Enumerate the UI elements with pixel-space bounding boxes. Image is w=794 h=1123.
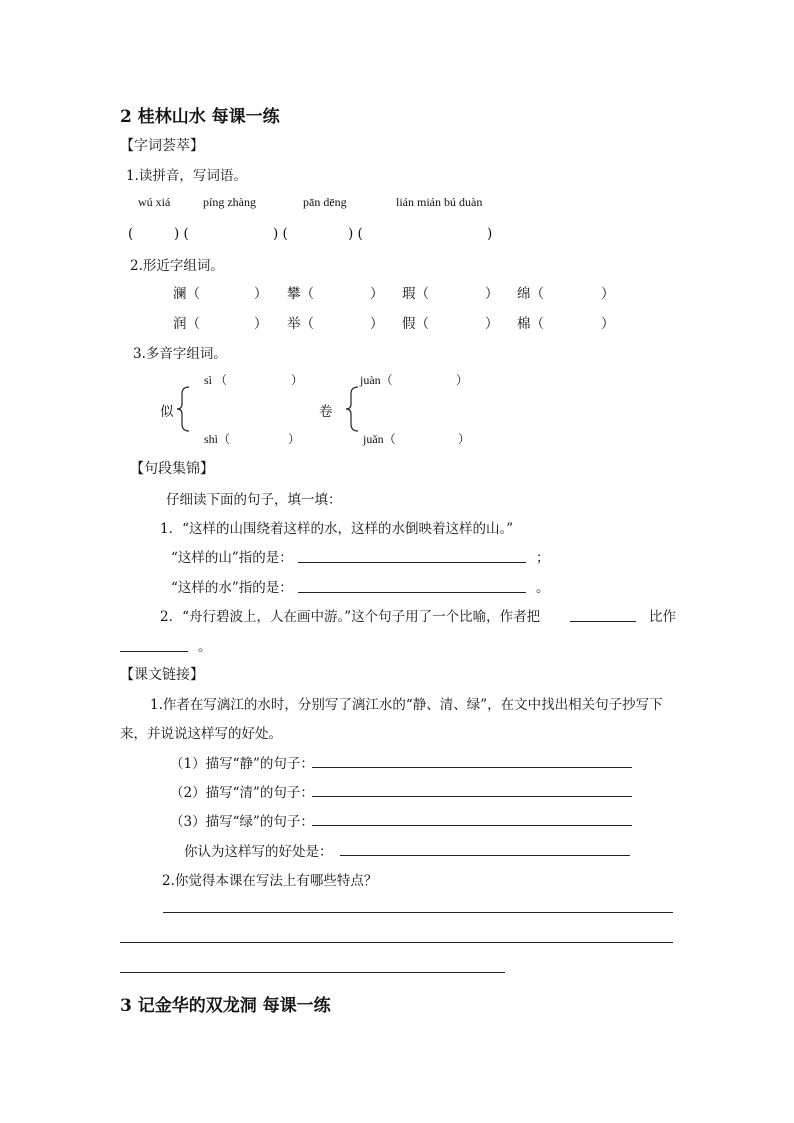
poly-reading: shì（: [204, 432, 231, 446]
char-group: 棉（: [517, 316, 544, 332]
poly-reading: juǎn（: [363, 432, 396, 446]
lesson-title: 3 记金华的双龙洞 每课一练: [120, 996, 331, 1016]
instruction: 仔细读下面的句子，填一填：: [166, 492, 342, 508]
answer-paren: ): [487, 226, 493, 242]
answer-paren: ) (: [174, 226, 189, 242]
char-group: ）: [370, 316, 384, 332]
fill-label: （3）描写“绿”的句子：: [170, 814, 314, 830]
char-group: 举（: [287, 316, 314, 332]
pinyin-4: lián mián bú duàn: [396, 195, 483, 209]
question-2: 2.形近字组词。: [130, 258, 224, 274]
question-k1: 1.作者在写漓江的水时，分别写了漓江水的“静、清、绿”，在文中找出相关句子抄写下: [150, 697, 663, 713]
punct: 。: [198, 639, 212, 655]
question-1: 1.读拼音，写词语。: [126, 168, 247, 184]
poly-close: ）: [458, 432, 471, 446]
char-group: ）: [485, 286, 499, 302]
pinyin-1: wú xiá: [138, 195, 171, 209]
answer-line[interactable]: [340, 855, 630, 856]
poly-reading: juàn（: [360, 373, 393, 387]
sentence-2-part: 比作: [649, 609, 676, 625]
char-group: ）: [254, 316, 268, 332]
answer-line[interactable]: [298, 562, 526, 563]
question-3: 3.多音字组词。: [133, 346, 227, 362]
left-brace-icon: [176, 386, 192, 432]
pinyin-2: píng zhàng: [203, 195, 256, 209]
answer-paren: ) (: [348, 226, 363, 242]
fill-label: （2）描写“清”的句子：: [170, 785, 314, 801]
answer-line[interactable]: [120, 651, 188, 652]
punct: ；: [536, 550, 550, 566]
char-group: ）: [254, 286, 268, 302]
section-heading-sentences: 【句段集锦】: [130, 461, 214, 477]
char-group: 润（: [173, 316, 200, 332]
pinyin-3: pān dēng: [303, 195, 347, 209]
answer-paren: (: [128, 226, 134, 242]
section-heading-words: 【字词荟萃】: [120, 138, 204, 154]
answer-line[interactable]: [312, 825, 632, 826]
answer-line[interactable]: [298, 592, 526, 593]
char-group: ）: [601, 316, 615, 332]
answer-line[interactable]: [312, 767, 632, 768]
poly-char-2: 卷: [319, 404, 333, 420]
answer-line[interactable]: [312, 796, 632, 797]
char-group: ）: [370, 286, 384, 302]
answer-line[interactable]: [163, 912, 673, 913]
char-group: 澜（: [173, 286, 200, 302]
char-group: 攀（: [287, 286, 314, 302]
char-group: 绵（: [517, 286, 544, 302]
fill-label: （1）描写“静”的句子：: [170, 756, 314, 772]
poly-close: ）: [456, 373, 469, 387]
poly-close: ）: [288, 432, 301, 446]
char-group: 假（: [402, 316, 429, 332]
fill-label: 你认为这样写的好处是：: [184, 844, 333, 860]
section-heading-links: 【课文链接】: [120, 667, 204, 683]
question-k2: 2.你觉得本课在写法上有哪些特点？: [162, 873, 378, 889]
poly-reading: sì （: [204, 373, 228, 387]
answer-paren: ) (: [273, 226, 288, 242]
answer-line[interactable]: [570, 621, 636, 622]
lesson-title: 2 桂林山水 每课一练: [120, 107, 280, 127]
char-group: ）: [601, 286, 615, 302]
answer-line[interactable]: [120, 972, 505, 973]
sentence-2: 2．“舟行碧波上，人在画中游。”这个句子用了一个比喻，作者把: [160, 609, 541, 625]
question-k1-cont: 来，并说说这样写的好处。: [120, 726, 282, 742]
poly-close: ）: [291, 373, 304, 387]
char-group: 瑕（: [402, 286, 429, 302]
fill-label: “这样的山”指的是：: [171, 550, 293, 566]
poly-char-1: 似: [160, 404, 174, 420]
punct: 。: [536, 580, 550, 596]
sentence-1: 1．“这样的山围绕着这样的水，这样的水倒映着这样的山。”: [160, 521, 514, 537]
char-group: ）: [485, 316, 499, 332]
left-brace-icon: [345, 386, 361, 432]
answer-line[interactable]: [120, 942, 673, 943]
fill-label: “这样的水”指的是：: [171, 580, 293, 596]
